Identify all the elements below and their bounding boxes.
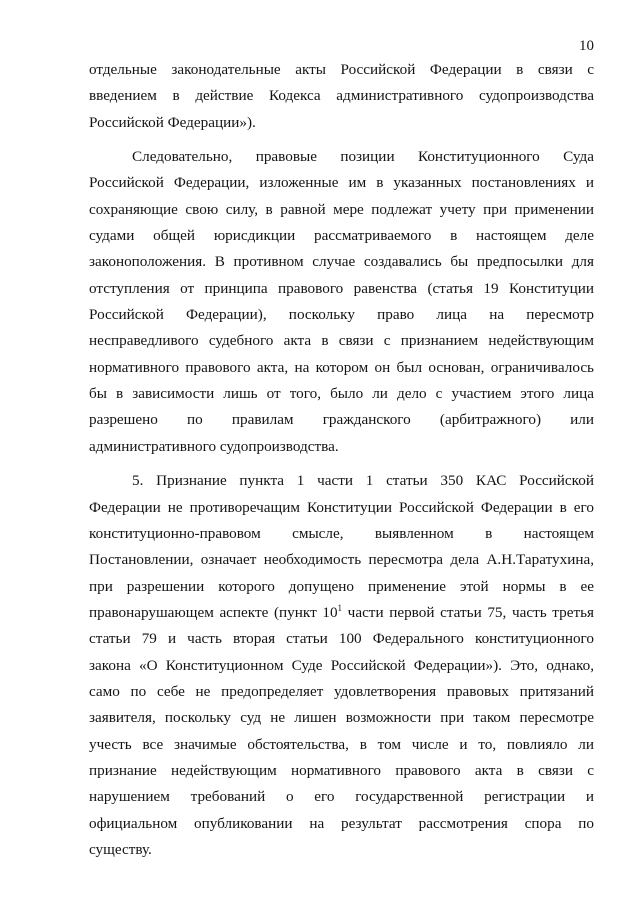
text-line: нормативного правового акта, на котором он был основан, ограничивалось: [89, 358, 594, 376]
document-body: [89, 57, 594, 863]
text-line: судами общей юрисдикции рассматриваемого в настоящем деле: [89, 227, 594, 245]
text-line: Российской Федерации»).: [89, 113, 256, 131]
text-line: учесть все значимые обстоятельства, в том числе и то, повлияло ли: [89, 735, 594, 753]
text-line: само по себе не предопределяет удовлетворения правовых притязаний: [89, 682, 594, 700]
text-line: статьи 79 и часть вторая статьи 100 Федерального конституционного: [89, 630, 594, 648]
text-line: административного судопроизводства.: [89, 437, 339, 455]
paragraph-first-line: 5. Признание пункта 1 части 1 статьи 350 КАС Российской: [132, 472, 594, 490]
text-line: несправедливого судебного акта в связи с признанием недействующим: [89, 332, 594, 350]
text-line: нарушением требований о его государственной регистрации и: [89, 788, 594, 806]
text-line: существу.: [89, 840, 152, 858]
text-line: при разрешении которого допущено применение этой нормы в ее: [89, 577, 594, 595]
text-line: конституционно-правовом смысле, выявленном в настоящем: [89, 524, 594, 542]
text-line: отступления от принципа правового равенства (статья 19 Конституции: [89, 279, 594, 297]
text-line: Постановлении, означает необходимость пересмотра дела А.Н.Таратухина,: [89, 551, 594, 569]
text-line: отдельные законодательные акты Российской Федерации в связи с: [89, 61, 594, 78]
text-line: закона «О Конституционном Суде Российской Федерации»). Это, однако,: [89, 656, 594, 674]
text-line: введением в действие Кодекса административного судопроизводства: [89, 87, 594, 105]
paragraph-first-line: Следовательно, правовые позиции Конституционного Суда: [132, 148, 594, 166]
text-line: Российской Федерации), поскольку право лица на пересмотр: [89, 306, 594, 324]
text-segment: части первой статьи 75, часть третья: [342, 603, 594, 621]
text-line: сохраняющие свою силу, в равной мере подлежат учету при применении: [89, 200, 594, 218]
text-line: бы в зависимости лишь от того, было ли дело с участием этого лица: [89, 385, 594, 403]
text-line: законоположения. В противном случае создавались бы предпосылки для: [89, 253, 594, 271]
text-line: разрешено по правилам гражданского (арбитражного) или: [89, 411, 594, 429]
page-number: 10: [579, 38, 594, 54]
text-line: официальном опубликовании на результат рассмотрения спора по: [89, 814, 594, 832]
superscript: 1: [337, 602, 343, 613]
text-line: Российской Федерации, изложенные им в указанных постановлениях и: [89, 174, 594, 192]
text-line: Федерации не противоречащим Конституции Российской Федерации в его: [89, 498, 594, 516]
text-line: заявителя, поскольку суд не лишен возможности при таком пересмотре: [89, 709, 594, 727]
text-line: признание недействующим нормативного правового акта в связи с: [89, 761, 594, 779]
text-segment: правонарушающем аспекте (пункт 10: [89, 603, 338, 621]
text-line-with-superscript: [89, 600, 594, 626]
